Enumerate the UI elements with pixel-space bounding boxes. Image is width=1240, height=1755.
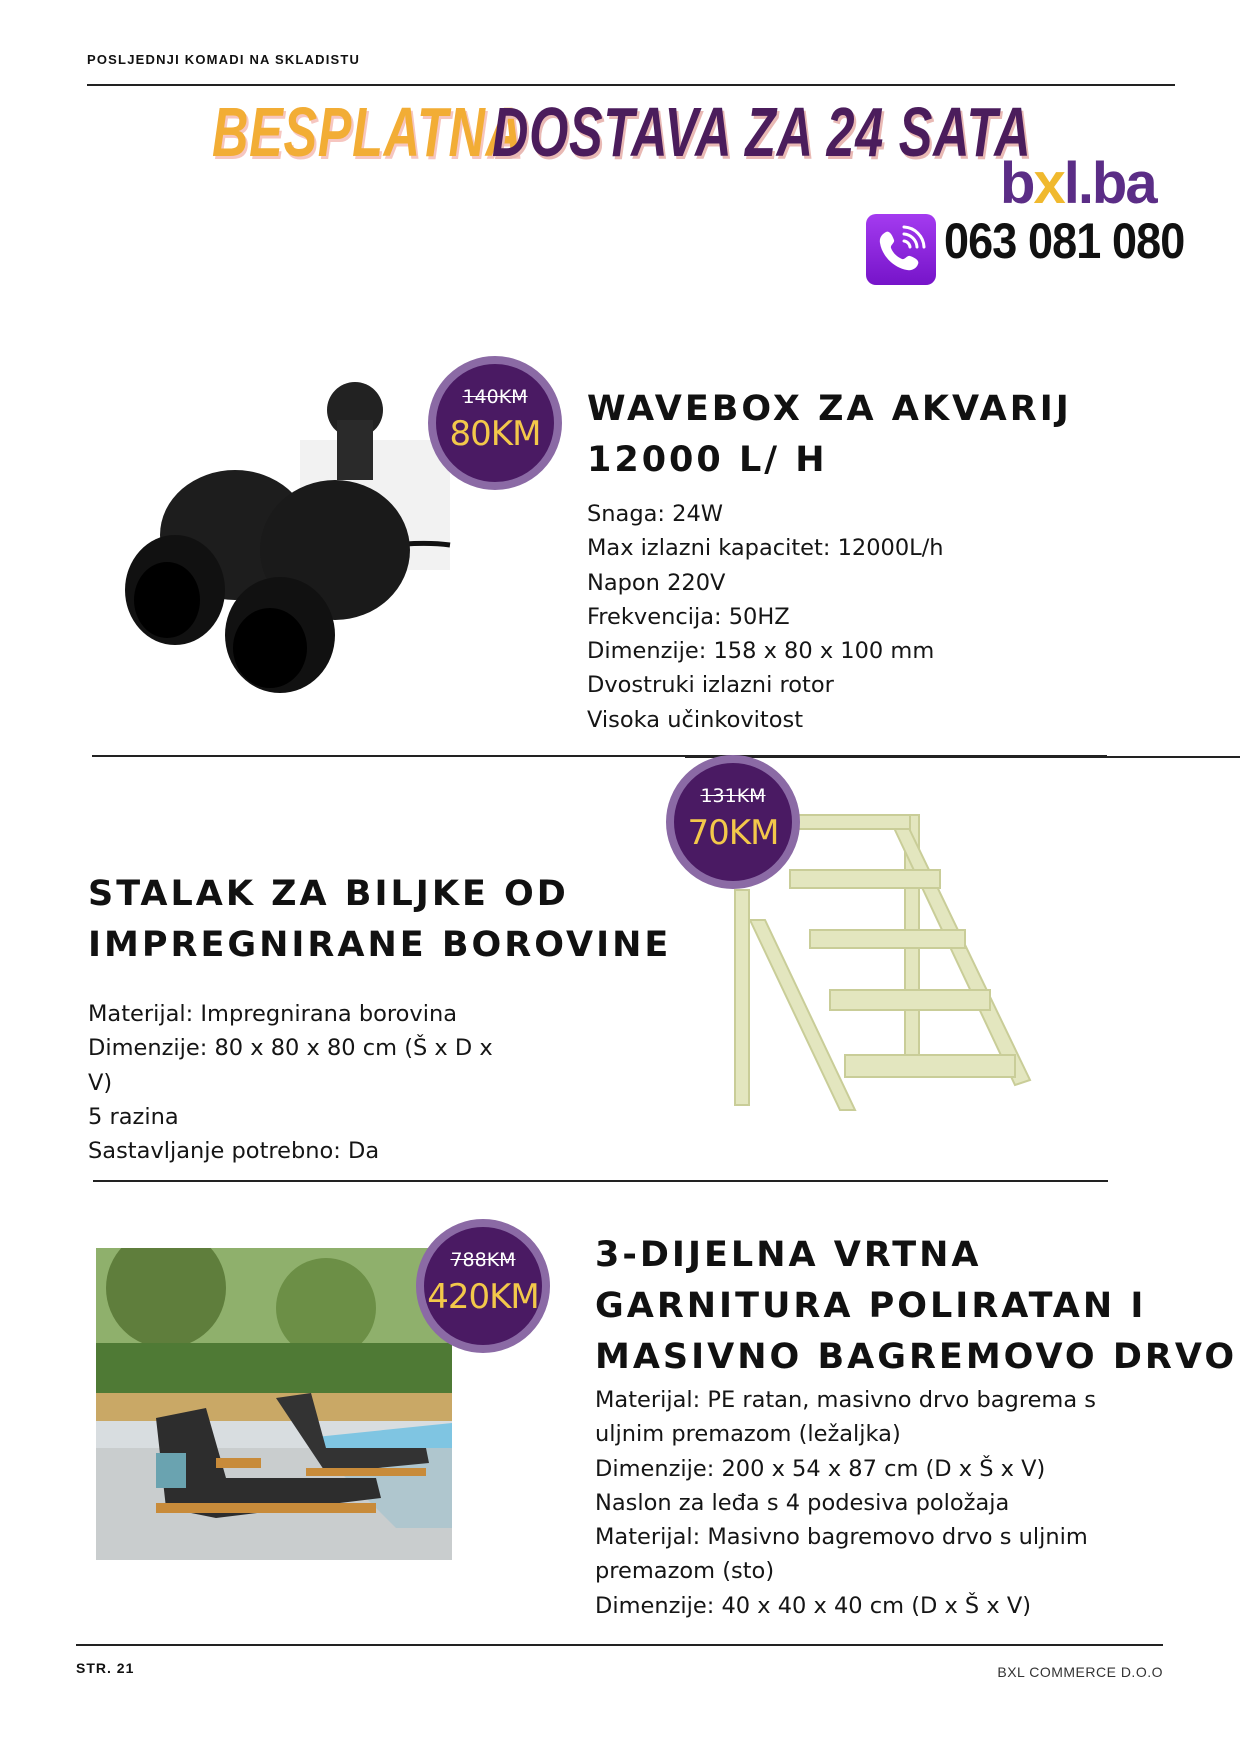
new-price: 420KM (427, 1277, 539, 1317)
old-price: 131KM (700, 785, 766, 807)
price-badge (428, 356, 562, 490)
new-price: 80KM (449, 414, 541, 454)
price-badge (416, 1219, 550, 1353)
spec-line: Dimenzije: 158 x 80 x 100 mm (587, 638, 935, 665)
banner-delivery: DOSTAVA ZA 24 SATA (492, 93, 1032, 171)
spec-line: Sastavljanje potrebno: Da (88, 1138, 380, 1165)
spec-line: Materijal: Masivno bagremovo drvo s uljnim (595, 1524, 1088, 1551)
spec-line: Materijal: Impregnirana borovina (88, 1001, 458, 1027)
spec-line: Visoka učinkovitost (587, 706, 804, 733)
banner-free: BESPLATNA (212, 93, 523, 171)
title-line: 12000 L/ H (587, 440, 828, 480)
product-specs (88, 997, 493, 1168)
wavebox-image (105, 380, 455, 700)
product-specs (587, 497, 944, 737)
new-price: 70KM (687, 813, 779, 853)
product-title (88, 869, 671, 971)
logo-b: b (1000, 151, 1034, 216)
spec-line: Max izlazni kapacitet: 12000L/h (587, 535, 944, 562)
spec-line: uljnim premazom (ležaljka) (595, 1421, 901, 1448)
divider (93, 1180, 1108, 1182)
viber-phone-icon (866, 214, 936, 285)
product-title (587, 384, 1072, 486)
spec-line: Dvostruki izlazni rotor (587, 672, 834, 699)
spec-line: Dimenzije: 200 x 54 x 87 cm (D x Š x V) (595, 1455, 1046, 1482)
title-line: IMPREGNIRANE BOROVINE (88, 925, 672, 965)
spec-line: Dimenzije: 80 x 80 x 80 cm (Š x D x (88, 1035, 493, 1062)
section-title: POSLJEDNJI KOMADI NA SKLADISTU (87, 52, 361, 67)
company-name: BXL COMMERCE D.O.O (997, 1664, 1163, 1680)
phone-number[interactable]: 063 081 080 (944, 213, 1185, 269)
title-line: GARNITURA POLIRATAN I (595, 1286, 1147, 1326)
spec-line: V) (88, 1069, 113, 1096)
title-line: STALAK ZA BILJKE OD (88, 874, 569, 914)
logo-rest: l.ba (1063, 151, 1156, 216)
bxl-logo (1000, 150, 1156, 217)
spec-line: Naslon za leđa s 4 podesiva položaja (595, 1489, 1010, 1516)
spec-line: 5 razina (88, 1103, 179, 1130)
spec-line: premazom (sto) (595, 1558, 775, 1585)
divider (685, 756, 1240, 758)
header-divider (87, 84, 1175, 86)
spec-line: Dimenzije: 40 x 40 x 40 cm (D x Š x V) (595, 1592, 1032, 1619)
title-line: WAVEBOX ZA AKVARIJ (587, 389, 1072, 429)
footer-divider (76, 1644, 1163, 1646)
title-line: MASIVNO BAGREMOVO DRVO (595, 1337, 1238, 1377)
old-price: 788KM (450, 1249, 516, 1271)
price-badge (666, 755, 800, 889)
old-price: 140KM (462, 386, 528, 408)
logo-x: x (1033, 151, 1064, 216)
spec-line: Materijal: PE ratan, masivno drvo bagrema s (595, 1387, 1097, 1413)
title-line: 3-DIJELNA VRTNA (595, 1235, 982, 1275)
page-number: STR. 21 (76, 1660, 135, 1676)
garden-set-image (96, 1248, 452, 1560)
product-title (595, 1230, 1237, 1383)
spec-line: Napon 220V (587, 569, 726, 596)
spec-line: Frekvencija: 50HZ (587, 603, 790, 630)
product-specs (595, 1383, 1096, 1623)
spec-line: Snaga: 24W (587, 501, 724, 527)
